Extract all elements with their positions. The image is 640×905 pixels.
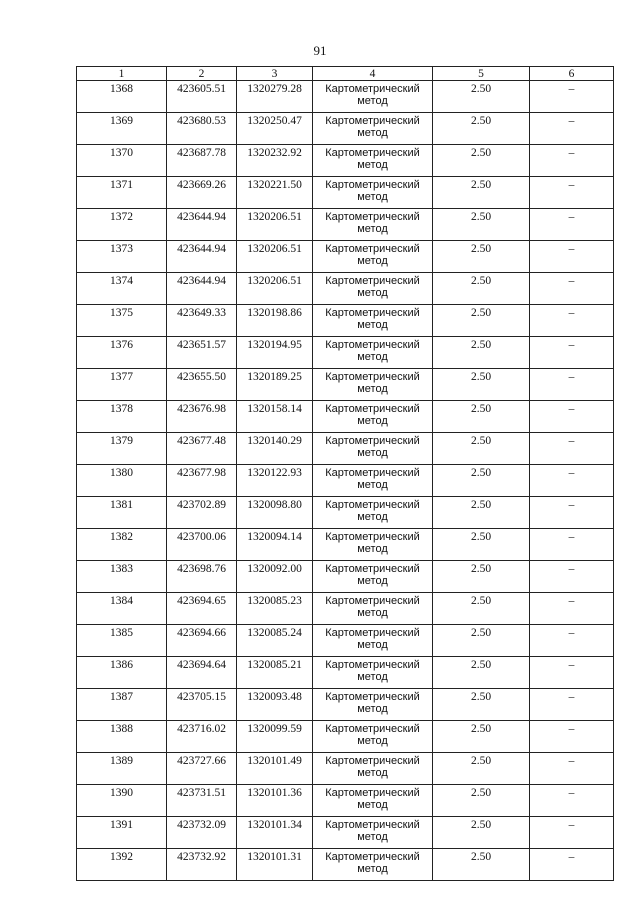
- table-row: [77, 657, 614, 689]
- method-line-1: Картометрический: [325, 691, 420, 703]
- table-row: [77, 337, 614, 369]
- method-line-1: Картометрический: [325, 787, 420, 799]
- y-coordinate-cell: 1320140.29: [237, 433, 313, 465]
- note-cell: –: [530, 81, 614, 113]
- method-line-2: метод: [357, 287, 388, 299]
- method-cell: [313, 177, 433, 209]
- note-cell: –: [530, 817, 614, 849]
- table-row: [77, 241, 614, 273]
- x-coordinate-cell: 423694.66: [167, 625, 237, 657]
- table-row: [77, 305, 614, 337]
- method-cell: [313, 753, 433, 785]
- y-coordinate-cell: 1320099.59: [237, 721, 313, 753]
- coordinates-table: [76, 66, 614, 881]
- x-coordinate-cell: 423731.51: [167, 785, 237, 817]
- x-coordinate-cell: 423677.48: [167, 433, 237, 465]
- point-number-cell: 1386: [77, 657, 167, 689]
- y-coordinate-cell: 1320101.36: [237, 785, 313, 817]
- point-number-cell: 1382: [77, 529, 167, 561]
- column-header: 3: [237, 67, 313, 81]
- x-coordinate-cell: 423644.94: [167, 209, 237, 241]
- table-row: [77, 145, 614, 177]
- x-coordinate-cell: 423694.65: [167, 593, 237, 625]
- table-row: [77, 625, 614, 657]
- method-cell: [313, 817, 433, 849]
- method-line-2: метод: [357, 351, 388, 363]
- point-number-cell: 1387: [77, 689, 167, 721]
- method-cell: [313, 273, 433, 305]
- x-coordinate-cell: 423669.26: [167, 177, 237, 209]
- method-line-1: Картометрический: [325, 531, 420, 543]
- x-coordinate-cell: 423727.66: [167, 753, 237, 785]
- note-cell: –: [530, 401, 614, 433]
- table-row: [77, 209, 614, 241]
- point-number-cell: 1381: [77, 497, 167, 529]
- note-cell: –: [530, 369, 614, 401]
- method-line-1: Картометрический: [325, 371, 420, 383]
- y-coordinate-cell: 1320189.25: [237, 369, 313, 401]
- y-coordinate-cell: 1320101.34: [237, 817, 313, 849]
- note-cell: –: [530, 849, 614, 881]
- point-number-cell: 1383: [77, 561, 167, 593]
- x-coordinate-cell: 423644.94: [167, 241, 237, 273]
- method-line-1: Картометрический: [325, 595, 420, 607]
- method-line-2: метод: [357, 95, 388, 107]
- header-row: [77, 67, 614, 81]
- y-coordinate-cell: 1320279.28: [237, 81, 313, 113]
- method-cell: [313, 625, 433, 657]
- x-coordinate-cell: 423676.98: [167, 401, 237, 433]
- method-line-2: метод: [357, 607, 388, 619]
- method-line-2: метод: [357, 383, 388, 395]
- method-line-2: метод: [357, 767, 388, 779]
- method-line-2: метод: [357, 639, 388, 651]
- accuracy-cell: 2.50: [433, 529, 530, 561]
- accuracy-cell: 2.50: [433, 849, 530, 881]
- note-cell: –: [530, 465, 614, 497]
- method-line-1: Картометрический: [325, 243, 420, 255]
- column-header: 1: [77, 67, 167, 81]
- y-coordinate-cell: 1320098.80: [237, 497, 313, 529]
- method-line-2: метод: [357, 735, 388, 747]
- x-coordinate-cell: 423655.50: [167, 369, 237, 401]
- method-cell: [313, 305, 433, 337]
- y-coordinate-cell: 1320206.51: [237, 209, 313, 241]
- table-row: [77, 401, 614, 433]
- x-coordinate-cell: 423705.15: [167, 689, 237, 721]
- note-cell: –: [530, 209, 614, 241]
- method-cell: [313, 497, 433, 529]
- accuracy-cell: 2.50: [433, 465, 530, 497]
- y-coordinate-cell: 1320206.51: [237, 241, 313, 273]
- accuracy-cell: 2.50: [433, 177, 530, 209]
- table-row: [77, 369, 614, 401]
- x-coordinate-cell: 423651.57: [167, 337, 237, 369]
- method-line-2: метод: [357, 479, 388, 491]
- table-row: [77, 785, 614, 817]
- point-number-cell: 1370: [77, 145, 167, 177]
- method-line-1: Картометрический: [325, 83, 420, 95]
- note-cell: –: [530, 593, 614, 625]
- x-coordinate-cell: 423649.33: [167, 305, 237, 337]
- x-coordinate-cell: 423677.98: [167, 465, 237, 497]
- method-cell: [313, 337, 433, 369]
- method-line-1: Картометрический: [325, 147, 420, 159]
- method-line-1: Картометрический: [325, 819, 420, 831]
- y-coordinate-cell: 1320206.51: [237, 273, 313, 305]
- point-number-cell: 1373: [77, 241, 167, 273]
- table-row: [77, 593, 614, 625]
- point-number-cell: 1372: [77, 209, 167, 241]
- note-cell: –: [530, 305, 614, 337]
- note-cell: –: [530, 721, 614, 753]
- note-cell: –: [530, 337, 614, 369]
- accuracy-cell: 2.50: [433, 497, 530, 529]
- note-cell: –: [530, 689, 614, 721]
- method-line-2: метод: [357, 415, 388, 427]
- table-row: [77, 433, 614, 465]
- x-coordinate-cell: 423694.64: [167, 657, 237, 689]
- point-number-cell: 1388: [77, 721, 167, 753]
- table-row: [77, 177, 614, 209]
- note-cell: –: [530, 113, 614, 145]
- method-line-1: Картометрический: [325, 115, 420, 127]
- y-coordinate-cell: 1320093.48: [237, 689, 313, 721]
- point-number-cell: 1378: [77, 401, 167, 433]
- point-number-cell: 1368: [77, 81, 167, 113]
- method-cell: [313, 529, 433, 561]
- accuracy-cell: 2.50: [433, 785, 530, 817]
- accuracy-cell: 2.50: [433, 625, 530, 657]
- column-header: 4: [313, 67, 433, 81]
- method-cell: [313, 849, 433, 881]
- table-row: [77, 497, 614, 529]
- point-number-cell: 1385: [77, 625, 167, 657]
- y-coordinate-cell: 1320094.14: [237, 529, 313, 561]
- table-row: [77, 753, 614, 785]
- method-line-1: Картометрический: [325, 659, 420, 671]
- method-line-1: Картометрический: [325, 563, 420, 575]
- note-cell: –: [530, 145, 614, 177]
- method-line-1: Картометрический: [325, 403, 420, 415]
- y-coordinate-cell: 1320250.47: [237, 113, 313, 145]
- method-line-1: Картометрический: [325, 307, 420, 319]
- note-cell: –: [530, 273, 614, 305]
- x-coordinate-cell: 423702.89: [167, 497, 237, 529]
- table-row: [77, 561, 614, 593]
- x-coordinate-cell: 423698.76: [167, 561, 237, 593]
- method-cell: [313, 593, 433, 625]
- method-line-1: Картометрический: [325, 211, 420, 223]
- accuracy-cell: 2.50: [433, 753, 530, 785]
- method-line-1: Картометрический: [325, 275, 420, 287]
- method-line-2: метод: [357, 831, 388, 843]
- y-coordinate-cell: 1320122.93: [237, 465, 313, 497]
- method-cell: [313, 401, 433, 433]
- point-number-cell: 1374: [77, 273, 167, 305]
- x-coordinate-cell: 423732.92: [167, 849, 237, 881]
- x-coordinate-cell: 423687.78: [167, 145, 237, 177]
- method-line-1: Картометрический: [325, 179, 420, 191]
- accuracy-cell: 2.50: [433, 689, 530, 721]
- note-cell: –: [530, 625, 614, 657]
- method-line-2: метод: [357, 511, 388, 523]
- method-line-1: Картометрический: [325, 467, 420, 479]
- accuracy-cell: 2.50: [433, 401, 530, 433]
- method-line-2: метод: [357, 543, 388, 555]
- y-coordinate-cell: 1320101.49: [237, 753, 313, 785]
- method-cell: [313, 241, 433, 273]
- accuracy-cell: 2.50: [433, 561, 530, 593]
- accuracy-cell: 2.50: [433, 721, 530, 753]
- accuracy-cell: 2.50: [433, 817, 530, 849]
- table-row: [77, 529, 614, 561]
- accuracy-cell: 2.50: [433, 273, 530, 305]
- y-coordinate-cell: 1320085.21: [237, 657, 313, 689]
- accuracy-cell: 2.50: [433, 305, 530, 337]
- method-cell: [313, 657, 433, 689]
- method-cell: [313, 369, 433, 401]
- point-number-cell: 1380: [77, 465, 167, 497]
- method-line-1: Картометрический: [325, 435, 420, 447]
- accuracy-cell: 2.50: [433, 81, 530, 113]
- method-line-2: метод: [357, 671, 388, 683]
- note-cell: –: [530, 657, 614, 689]
- method-line-2: метод: [357, 191, 388, 203]
- x-coordinate-cell: 423680.53: [167, 113, 237, 145]
- method-line-1: Картометрический: [325, 755, 420, 767]
- point-number-cell: 1376: [77, 337, 167, 369]
- point-number-cell: 1384: [77, 593, 167, 625]
- method-cell: [313, 81, 433, 113]
- note-cell: –: [530, 241, 614, 273]
- point-number-cell: 1390: [77, 785, 167, 817]
- x-coordinate-cell: 423644.94: [167, 273, 237, 305]
- point-number-cell: 1369: [77, 113, 167, 145]
- method-line-2: метод: [357, 255, 388, 267]
- note-cell: –: [530, 561, 614, 593]
- table-row: [77, 721, 614, 753]
- method-line-1: Картометрический: [325, 339, 420, 351]
- column-header: 2: [167, 67, 237, 81]
- method-line-1: Картометрический: [325, 723, 420, 735]
- point-number-cell: 1391: [77, 817, 167, 849]
- y-coordinate-cell: 1320092.00: [237, 561, 313, 593]
- method-cell: [313, 113, 433, 145]
- x-coordinate-cell: 423732.09: [167, 817, 237, 849]
- method-cell: [313, 465, 433, 497]
- table-row: [77, 273, 614, 305]
- note-cell: –: [530, 177, 614, 209]
- x-coordinate-cell: 423716.02: [167, 721, 237, 753]
- y-coordinate-cell: 1320085.24: [237, 625, 313, 657]
- method-line-2: метод: [357, 799, 388, 811]
- table-row: [77, 113, 614, 145]
- point-number-cell: 1377: [77, 369, 167, 401]
- accuracy-cell: 2.50: [433, 113, 530, 145]
- accuracy-cell: 2.50: [433, 337, 530, 369]
- point-number-cell: 1375: [77, 305, 167, 337]
- y-coordinate-cell: 1320101.31: [237, 849, 313, 881]
- point-number-cell: 1371: [77, 177, 167, 209]
- y-coordinate-cell: 1320194.95: [237, 337, 313, 369]
- method-cell: [313, 721, 433, 753]
- method-cell: [313, 433, 433, 465]
- column-header: 6: [530, 67, 614, 81]
- accuracy-cell: 2.50: [433, 209, 530, 241]
- method-line-2: метод: [357, 575, 388, 587]
- method-line-1: Картометрический: [325, 851, 420, 863]
- method-line-1: Картометрический: [325, 499, 420, 511]
- accuracy-cell: 2.50: [433, 433, 530, 465]
- note-cell: –: [530, 497, 614, 529]
- x-coordinate-cell: 423700.06: [167, 529, 237, 561]
- table-row: [77, 817, 614, 849]
- method-line-2: метод: [357, 319, 388, 331]
- method-line-2: метод: [357, 863, 388, 875]
- x-coordinate-cell: 423605.51: [167, 81, 237, 113]
- point-number-cell: 1392: [77, 849, 167, 881]
- method-line-1: Картометрический: [325, 627, 420, 639]
- accuracy-cell: 2.50: [433, 369, 530, 401]
- method-cell: [313, 785, 433, 817]
- table-row: [77, 465, 614, 497]
- point-number-cell: 1379: [77, 433, 167, 465]
- note-cell: –: [530, 433, 614, 465]
- y-coordinate-cell: 1320232.92: [237, 145, 313, 177]
- method-cell: [313, 209, 433, 241]
- accuracy-cell: 2.50: [433, 657, 530, 689]
- point-number-cell: 1389: [77, 753, 167, 785]
- method-cell: [313, 689, 433, 721]
- note-cell: –: [530, 785, 614, 817]
- note-cell: –: [530, 529, 614, 561]
- y-coordinate-cell: 1320198.86: [237, 305, 313, 337]
- accuracy-cell: 2.50: [433, 593, 530, 625]
- table-body: [77, 81, 614, 881]
- method-line-2: метод: [357, 447, 388, 459]
- accuracy-cell: 2.50: [433, 145, 530, 177]
- table-row: [77, 689, 614, 721]
- accuracy-cell: 2.50: [433, 241, 530, 273]
- method-cell: [313, 145, 433, 177]
- method-line-2: метод: [357, 223, 388, 235]
- method-line-2: метод: [357, 159, 388, 171]
- y-coordinate-cell: 1320085.23: [237, 593, 313, 625]
- column-header: 5: [433, 67, 530, 81]
- y-coordinate-cell: 1320158.14: [237, 401, 313, 433]
- method-line-2: метод: [357, 703, 388, 715]
- method-line-2: метод: [357, 127, 388, 139]
- table-row: [77, 81, 614, 113]
- note-cell: –: [530, 753, 614, 785]
- table-row: [77, 849, 614, 881]
- y-coordinate-cell: 1320221.50: [237, 177, 313, 209]
- page-number: 91: [313, 43, 327, 58]
- method-cell: [313, 561, 433, 593]
